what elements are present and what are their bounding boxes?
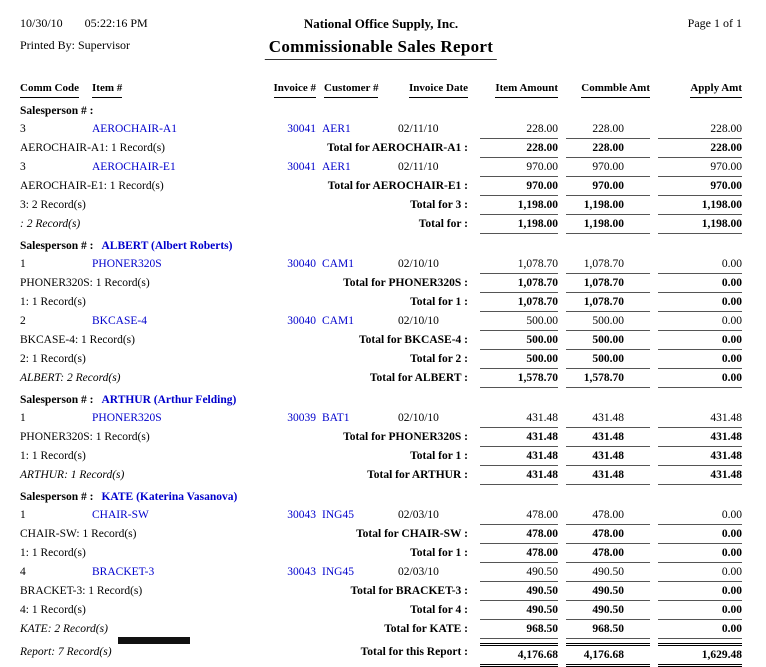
records-count-label: BKCASE-4: 1 Record(s) xyxy=(20,334,135,346)
company-name: National Office Supply, Inc. xyxy=(303,16,459,31)
total-row xyxy=(20,466,742,485)
apply-amount-total-cell: 970.00 xyxy=(658,177,742,196)
commble-amount-total-cell: 228.00 xyxy=(566,139,650,158)
comm-code-cell: 3 xyxy=(20,161,26,173)
records-count-label: Report: 7 Record(s) xyxy=(20,646,112,658)
item-link[interactable]: PHONER320S xyxy=(92,258,162,270)
invoice-date-cell: 02/03/10 xyxy=(398,566,439,578)
total-for-label: Total for 3 : xyxy=(410,199,468,211)
item-amount-total-cell: 431.48 xyxy=(480,428,558,447)
invoice-link[interactable]: 30043 xyxy=(287,509,316,521)
apply-amount-total-cell: 1,629.48 xyxy=(658,643,742,667)
records-count-label: AEROCHAIR-E1: 1 Record(s) xyxy=(20,180,164,192)
salesperson-label: Salesperson # : xyxy=(20,491,94,503)
total-for-label: Total for 1 : xyxy=(410,450,468,462)
total-for-label: Total for ARTHUR : xyxy=(367,469,468,481)
salesperson-name-link[interactable]: ALBERT (Albert Roberts) xyxy=(101,240,233,252)
total-row xyxy=(20,215,742,234)
item-link[interactable]: AEROCHAIR-E1 xyxy=(92,161,176,173)
total-for-label: Total for 2 : xyxy=(410,353,468,365)
detail-row xyxy=(20,409,742,428)
total-for-label: Total for 4 : xyxy=(410,604,468,616)
apply-amount-total-cell: 0.00 xyxy=(658,582,742,601)
invoice-link[interactable]: 30041 xyxy=(287,123,316,135)
comm-code-cell: 3 xyxy=(20,123,26,135)
printed-by-label: Printed By: Supervisor xyxy=(20,38,130,52)
salesperson-row xyxy=(20,391,742,409)
comm-code-cell: 1 xyxy=(20,258,26,270)
total-for-label: Total for CHAIR-SW : xyxy=(356,528,468,540)
item-amount-total-cell: 431.48 xyxy=(480,466,558,485)
item-amount-total-cell: 490.50 xyxy=(480,601,558,620)
apply-amount-total-cell: 0.00 xyxy=(658,544,742,563)
commble-amount-total-cell: 1,578.70 xyxy=(566,369,650,388)
total-row xyxy=(20,369,742,388)
apply-amount-total-cell: 0.00 xyxy=(658,369,742,388)
commble-amount-total-cell: 4,176.68 xyxy=(566,643,650,667)
total-row xyxy=(20,139,742,158)
total-for-label: Total for 1 : xyxy=(410,296,468,308)
records-count-label: 1: 1 Record(s) xyxy=(20,296,86,308)
commble-amount-total-cell: 500.00 xyxy=(566,350,650,369)
invoice-link[interactable]: 30040 xyxy=(287,315,316,327)
item-amount-total-cell: 1,198.00 xyxy=(480,215,558,234)
apply-amount-cell: 0.00 xyxy=(658,563,742,582)
commble-amount-total-cell: 431.48 xyxy=(566,428,650,447)
records-count-label: ARTHUR: 1 Record(s) xyxy=(20,469,125,481)
customer-link[interactable]: BAT1 xyxy=(322,412,350,424)
report-time: 05:22:16 PM xyxy=(84,16,148,30)
commble-amount-total-cell: 1,078.70 xyxy=(566,274,650,293)
salesperson-name-link[interactable]: ARTHUR (Arthur Felding) xyxy=(101,394,237,406)
item-amount-total-cell: 4,176.68 xyxy=(480,643,558,667)
total-row xyxy=(20,582,742,601)
total-for-label: Total for AEROCHAIR-A1 : xyxy=(327,142,468,154)
total-for-label: Total for : xyxy=(418,218,468,230)
commble-amount-total-cell: 478.00 xyxy=(566,525,650,544)
commble-amount-cell: 228.00 xyxy=(566,120,650,139)
records-count-label: 1: 1 Record(s) xyxy=(20,547,86,559)
apply-amount-total-cell: 431.48 xyxy=(658,428,742,447)
item-amount-cell: 228.00 xyxy=(480,120,558,139)
commble-amount-total-cell: 1,198.00 xyxy=(566,196,650,215)
item-amount-total-cell: 1,198.00 xyxy=(480,196,558,215)
item-link[interactable]: BRACKET-3 xyxy=(92,566,155,578)
item-amount-total-cell: 431.48 xyxy=(480,447,558,466)
report-header xyxy=(20,16,742,70)
comm-code-cell: 4 xyxy=(20,566,26,578)
apply-amount-total-cell: 0.00 xyxy=(658,525,742,544)
commble-amount-total-cell: 490.50 xyxy=(566,601,650,620)
commble-amount-total-cell: 431.48 xyxy=(566,466,650,485)
records-count-label: PHONER320S: 1 Record(s) xyxy=(20,277,150,289)
item-amount-total-cell: 500.00 xyxy=(480,350,558,369)
records-count-label: 2: 1 Record(s) xyxy=(20,353,86,365)
invoice-date-cell: 02/11/10 xyxy=(398,123,439,135)
salesperson-label: Salesperson # : xyxy=(20,105,94,117)
col-header-customer: Customer # xyxy=(316,80,380,98)
invoice-date-cell: 02/10/10 xyxy=(398,412,439,424)
apply-amount-cell: 970.00 xyxy=(658,158,742,177)
invoice-date-cell: 02/10/10 xyxy=(398,315,439,327)
commble-amount-total-cell: 968.50 xyxy=(566,620,650,639)
item-amount-cell: 970.00 xyxy=(480,158,558,177)
invoice-link[interactable]: 30041 xyxy=(287,161,316,173)
commble-amount-cell: 970.00 xyxy=(566,158,650,177)
col-header-comm-code: Comm Code xyxy=(20,80,92,98)
col-header-invoice: Invoice # xyxy=(264,80,316,98)
apply-amount-total-cell: 0.00 xyxy=(658,293,742,312)
item-amount-total-cell: 478.00 xyxy=(480,544,558,563)
total-row xyxy=(20,331,742,350)
apply-amount-total-cell: 1,198.00 xyxy=(658,215,742,234)
total-for-label: Total for this Report : xyxy=(360,646,468,658)
customer-link[interactable]: CAM1 xyxy=(322,315,354,327)
records-count-label: BRACKET-3: 1 Record(s) xyxy=(20,585,143,597)
commble-amount-total-cell: 478.00 xyxy=(566,544,650,563)
item-amount-cell: 1,078.70 xyxy=(480,255,558,274)
commble-amount-total-cell: 970.00 xyxy=(566,177,650,196)
customer-link[interactable]: ING45 xyxy=(322,566,354,578)
item-amount-total-cell: 1,078.70 xyxy=(480,274,558,293)
apply-amount-total-cell: 0.00 xyxy=(658,601,742,620)
records-count-label: PHONER320S: 1 Record(s) xyxy=(20,431,150,443)
salesperson-row xyxy=(20,237,742,255)
total-for-label: Total for ALBERT : xyxy=(369,372,468,384)
records-count-label: 4: 1 Record(s) xyxy=(20,604,86,616)
total-row xyxy=(20,177,742,196)
item-link[interactable]: CHAIR-SW xyxy=(92,509,149,521)
total-row xyxy=(20,293,742,312)
col-header-item: Item # xyxy=(92,80,264,98)
salesperson-label: Salesperson # : xyxy=(20,394,94,406)
total-for-label: Total for BRACKET-3 : xyxy=(350,585,468,597)
records-count-label: 3: 2 Record(s) xyxy=(20,199,86,211)
apply-amount-total-cell: 0.00 xyxy=(658,274,742,293)
records-count-label: 1: 1 Record(s) xyxy=(20,450,86,462)
commble-amount-total-cell: 1,078.70 xyxy=(566,293,650,312)
col-header-apply-amt: Apply Amt xyxy=(650,80,742,98)
comm-code-cell: 1 xyxy=(20,412,26,424)
commble-amount-total-cell: 490.50 xyxy=(566,582,650,601)
records-count-label: AEROCHAIR-A1: 1 Record(s) xyxy=(20,142,166,154)
commble-amount-cell: 478.00 xyxy=(566,506,650,525)
invoice-date-cell: 02/11/10 xyxy=(398,161,439,173)
col-header-item-amount: Item Amount xyxy=(468,80,558,98)
customer-link[interactable]: ING45 xyxy=(322,509,354,521)
total-for-label: Total for KATE : xyxy=(384,623,468,635)
invoice-date-cell: 02/10/10 xyxy=(398,258,439,270)
salesperson-row xyxy=(20,488,742,506)
total-for-label: Total for PHONER320S : xyxy=(343,277,468,289)
records-count-label: CHAIR-SW: 1 Record(s) xyxy=(20,528,137,540)
invoice-link[interactable]: 30043 xyxy=(287,566,316,578)
salesperson-name-link[interactable]: KATE (Katerina Vasanova) xyxy=(101,491,238,503)
salesperson-row xyxy=(20,102,742,120)
commble-amount-cell: 1,078.70 xyxy=(566,255,650,274)
item-link[interactable]: AEROCHAIR-A1 xyxy=(92,123,177,135)
item-amount-total-cell: 228.00 xyxy=(480,139,558,158)
commble-amount-cell: 490.50 xyxy=(566,563,650,582)
total-for-label: Total for 1 : xyxy=(410,547,468,559)
commble-amount-cell: 431.48 xyxy=(566,409,650,428)
detail-row xyxy=(20,506,742,525)
bottom-edge-artifact xyxy=(118,637,190,644)
col-header-invoice-date: Invoice Date xyxy=(380,80,468,98)
total-row xyxy=(20,525,742,544)
commble-amount-total-cell: 500.00 xyxy=(566,331,650,350)
report-title: Commissionable Sales Report xyxy=(265,37,497,60)
detail-row xyxy=(20,255,742,274)
total-row xyxy=(20,428,742,447)
detail-row xyxy=(20,312,742,331)
item-amount-total-cell: 490.50 xyxy=(480,582,558,601)
apply-amount-cell: 0.00 xyxy=(658,506,742,525)
detail-row xyxy=(20,158,742,177)
records-count-label: KATE: 2 Record(s) xyxy=(20,623,108,635)
invoice-date-cell: 02/03/10 xyxy=(398,509,439,521)
apply-amount-total-cell: 0.00 xyxy=(658,620,742,639)
apply-amount-total-cell: 1,198.00 xyxy=(658,196,742,215)
item-amount-cell: 500.00 xyxy=(480,312,558,331)
records-count-label: ALBERT: 2 Record(s) xyxy=(20,372,121,384)
item-amount-total-cell: 478.00 xyxy=(480,525,558,544)
total-for-label: Total for AEROCHAIR-E1 : xyxy=(327,180,468,192)
detail-row xyxy=(20,120,742,139)
total-for-label: Total for PHONER320S : xyxy=(343,431,468,443)
customer-link[interactable]: AER1 xyxy=(322,161,351,173)
total-row xyxy=(20,447,742,466)
report-date: 10/30/10 xyxy=(20,16,63,30)
commble-amount-cell: 500.00 xyxy=(566,312,650,331)
item-amount-total-cell: 1,578.70 xyxy=(480,369,558,388)
item-amount-total-cell: 1,078.70 xyxy=(480,293,558,312)
header-center-block xyxy=(265,16,497,60)
item-amount-cell: 478.00 xyxy=(480,506,558,525)
item-link[interactable]: BKCASE-4 xyxy=(92,315,147,327)
item-amount-total-cell: 500.00 xyxy=(480,331,558,350)
item-link[interactable]: PHONER320S xyxy=(92,412,162,424)
item-amount-total-cell: 970.00 xyxy=(480,177,558,196)
salesperson-label: Salesperson # : xyxy=(20,240,94,252)
total-row xyxy=(20,350,742,369)
item-amount-cell: 490.50 xyxy=(480,563,558,582)
column-header-row xyxy=(20,80,742,98)
item-amount-total-cell: 968.50 xyxy=(480,620,558,639)
invoice-link[interactable]: 30040 xyxy=(287,258,316,270)
customer-link[interactable]: AER1 xyxy=(322,123,351,135)
page-indicator: Page 1 of 1 xyxy=(687,16,742,30)
total-row xyxy=(20,274,742,293)
apply-amount-total-cell: 0.00 xyxy=(658,350,742,369)
apply-amount-cell: 0.00 xyxy=(658,312,742,331)
item-amount-cell: 431.48 xyxy=(480,409,558,428)
report-body xyxy=(20,102,742,667)
apply-amount-cell: 431.48 xyxy=(658,409,742,428)
apply-amount-total-cell: 431.48 xyxy=(658,447,742,466)
report-total-row xyxy=(20,643,742,667)
total-row xyxy=(20,544,742,563)
comm-code-cell: 1 xyxy=(20,509,26,521)
comm-code-cell: 2 xyxy=(20,315,26,327)
apply-amount-cell: 228.00 xyxy=(658,120,742,139)
total-row xyxy=(20,601,742,620)
col-header-commble-amt: Commble Amt xyxy=(558,80,650,98)
records-count-label: : 2 Record(s) xyxy=(20,218,81,230)
apply-amount-total-cell: 228.00 xyxy=(658,139,742,158)
customer-link[interactable]: CAM1 xyxy=(322,258,354,270)
detail-row xyxy=(20,563,742,582)
invoice-link[interactable]: 30039 xyxy=(287,412,316,424)
commble-amount-total-cell: 1,198.00 xyxy=(566,215,650,234)
commble-amount-total-cell: 431.48 xyxy=(566,447,650,466)
apply-amount-cell: 0.00 xyxy=(658,255,742,274)
total-for-label: Total for BKCASE-4 : xyxy=(359,334,468,346)
apply-amount-total-cell: 431.48 xyxy=(658,466,742,485)
total-row xyxy=(20,196,742,215)
apply-amount-total-cell: 0.00 xyxy=(658,331,742,350)
